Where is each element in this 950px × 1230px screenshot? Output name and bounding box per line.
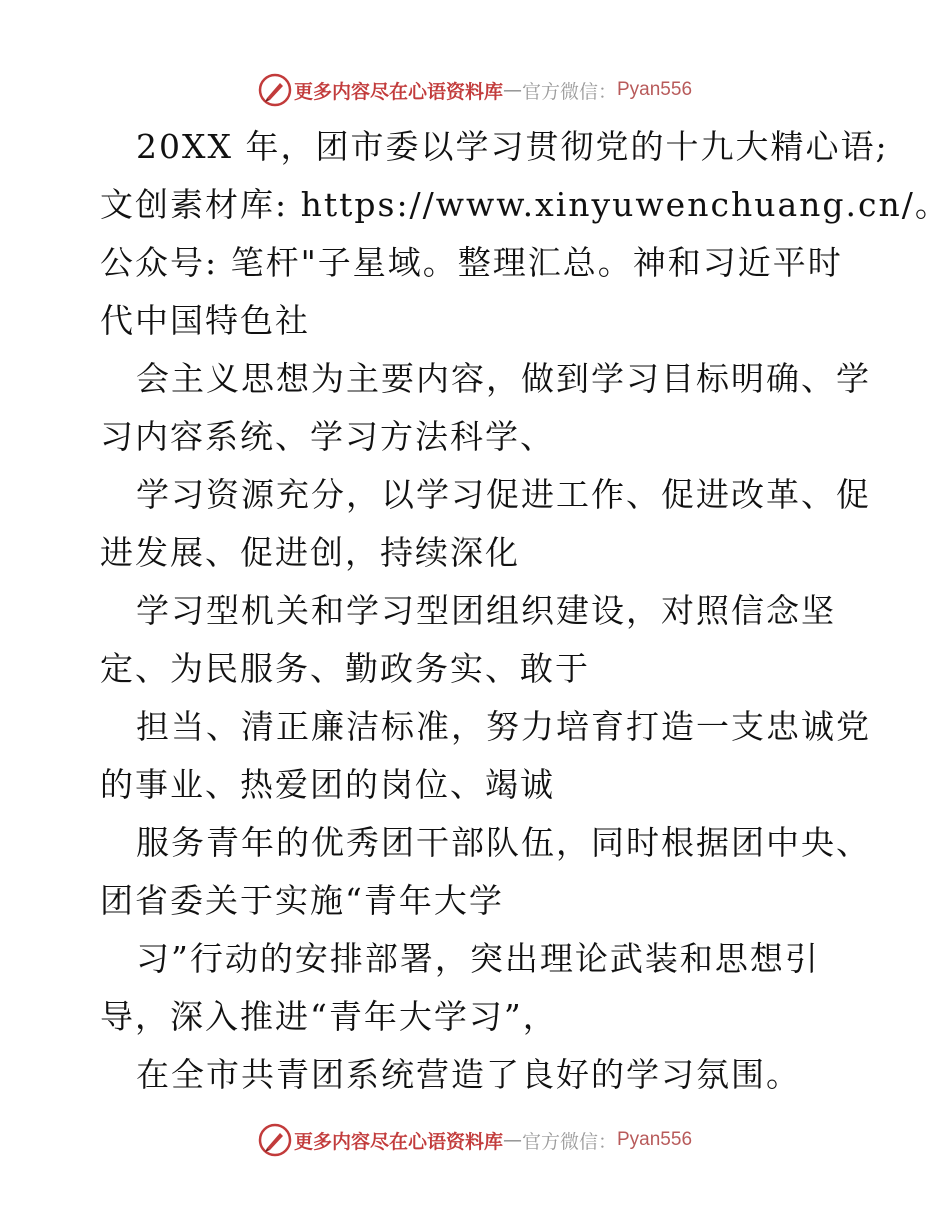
- text-line: 在全市共青团系统营造了良好的学习氛围。: [136, 1055, 801, 1094]
- wechat-id: Pyan556: [617, 79, 693, 100]
- text-line: 会主义思想为主要内容，做到学习目标明确、学: [136, 359, 871, 398]
- document-body: [100, 118, 950, 1104]
- brand-text: 更多内容尽在心语资料库: [293, 80, 503, 103]
- text-line: 定、为民服务、勤政务实、敢于: [100, 649, 590, 688]
- footer-banner: [0, 1120, 950, 1160]
- brand-text: 更多内容尽在心语资料库: [293, 1130, 503, 1153]
- text-line: 学习资源充分，以学习促进工作、促进改革、促: [136, 475, 871, 514]
- text-line: 文创素材库: https://www.xinyuwenchuang.cn/。: [100, 185, 950, 224]
- official-label: 官方微信：: [521, 80, 617, 103]
- text-line: 20XX 年，团市委以学习贯彻党的十九大精心语;: [136, 127, 889, 166]
- text-line: 学习型机关和学习型团组织建设，对照信念坚: [136, 591, 836, 630]
- text-line: 担当、清正廉洁标准，努力培育打造一支忠诚党: [136, 707, 871, 746]
- text-line: 代中国特色社: [100, 301, 310, 340]
- quill-logo-icon: [258, 1123, 292, 1157]
- text-line: 导，深入推进“青年大学习”，: [100, 997, 558, 1036]
- text-line: 的事业、热爱团的岗位、竭诚: [100, 765, 555, 804]
- text-line: 团省委关于实施“青年大学: [100, 881, 504, 920]
- official-label: 官方微信：: [521, 1130, 617, 1153]
- header-banner: [0, 70, 950, 110]
- quill-logo-icon: [258, 73, 292, 107]
- text-line: 服务青年的优秀团干部队伍，同时根据团中央、: [136, 823, 871, 862]
- text-line: 进发展、促进创，持续深化: [100, 533, 520, 572]
- text-line: 公众号: 笔杆"子星域。整理汇总。神和习近平时: [100, 243, 843, 282]
- banner-separator: —: [502, 79, 522, 101]
- text-line: 习内容系统、学习方法科学、: [100, 417, 555, 456]
- wechat-id: Pyan556: [617, 1129, 693, 1150]
- text-line: 习”行动的安排部署，突出理论武装和思想引: [136, 939, 820, 978]
- banner-separator: —: [502, 1129, 522, 1151]
